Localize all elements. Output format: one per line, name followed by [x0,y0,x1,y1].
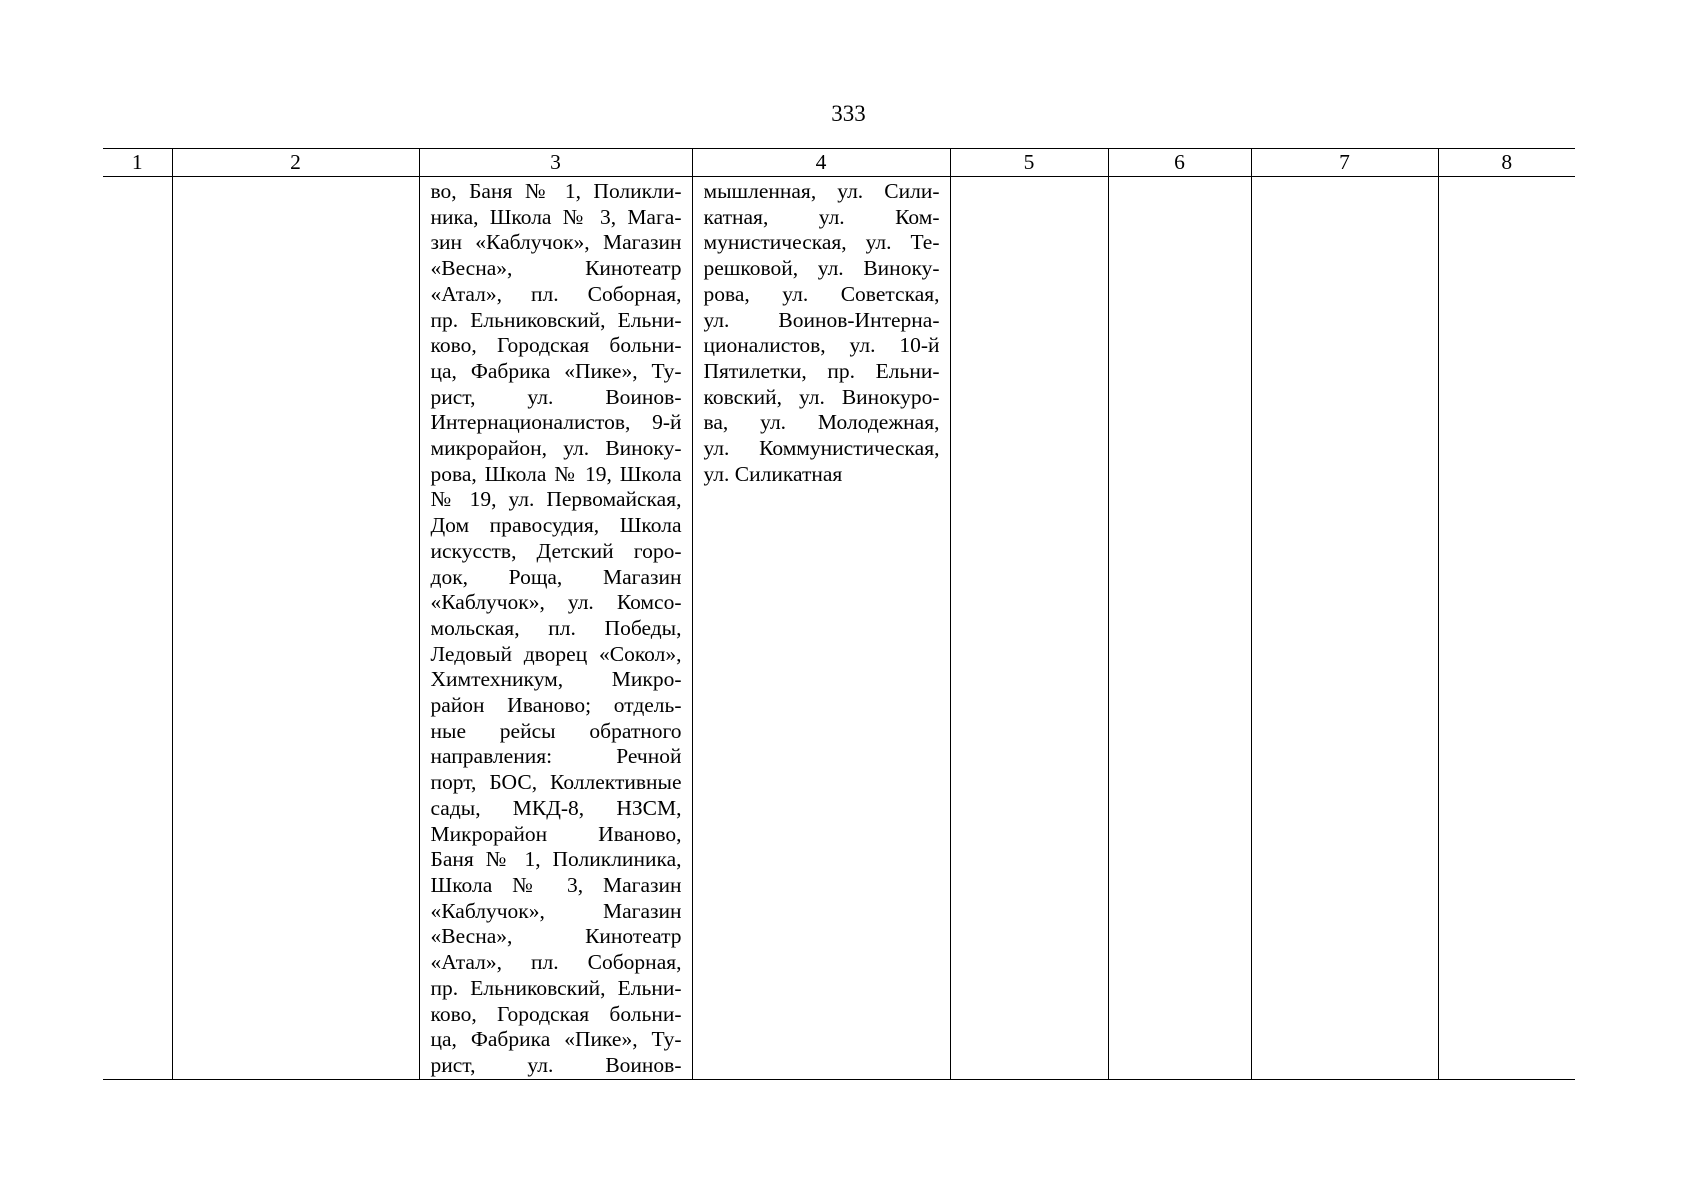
text-line: сады, МКД-8, НЗСМ, [430,795,682,820]
text-line: Школа № 3, Магазин [430,872,682,897]
text-line: рова, ул. Советская, [703,281,940,306]
column-header: 8 [1438,149,1575,177]
text-line: «Каблучок», Магазин [430,898,682,923]
cell-col3 [419,177,692,1080]
text-line: Химтехникум, Микро- [430,667,682,692]
text-line: Интернационалистов, 9-й [430,410,682,435]
text-line: «Каблучок», ул. Комсо- [430,590,682,615]
text-line: ционалистов, ул. 10-й [703,333,940,358]
text-line: во, Баня № 1, Поликли- [430,179,682,203]
text-line: Ледовый дворец «Сокол», [430,641,682,666]
text-line: рова, Школа № 19, Школа [430,461,682,486]
text-line: район Иваново; отдель- [430,693,682,718]
text-line: Пятилетки, пр. Ельни- [703,358,940,383]
text-line: ковский, ул. Винокуро- [703,384,940,409]
page-number: 333 [831,101,866,126]
text-line: ника, Школа № 3, Мага- [430,204,682,229]
text-line: ково, Городская больни- [430,333,682,358]
cell-col5 [950,177,1108,1080]
text-line: «Весна», Кинотеатр [430,924,682,949]
text-line: № 19, ул. Первомайская, [430,487,682,512]
text-line: пр. Ельниковский, Ельни- [430,307,682,332]
text-line: ца, Фабрика «Пике», Ту- [430,1027,682,1052]
text-line: ул. Силикатная [703,461,843,486]
text-line: ные рейсы обратного [430,718,682,743]
text-line: мышленная, ул. Сили- [703,179,940,203]
text-line: искусств, Детский горо- [430,538,682,563]
text-line: зин «Каблучок», Магазин [430,230,682,255]
cell-col6 [1108,177,1251,1080]
column-header: 1 [103,149,172,177]
text-line: ва, ул. Молодежная, [703,410,940,435]
text-line: ул. Воинов-Интерна- [703,307,940,332]
text-line: мунистическая, ул. Те- [703,230,940,255]
text-line: Микрорайон Иваново, [430,821,682,846]
text-line: направления: Речной [430,744,682,769]
text-line: рист, ул. Воинов- [430,1052,682,1077]
text-line: Баня № 1, Поликлиника, [430,847,682,872]
text-line: пр. Ельниковский, Ельни- [430,975,682,1000]
text-line: решковой, ул. Виноку- [703,256,940,281]
column-header: 7 [1251,149,1438,177]
text-line: порт, БОС, Коллективные [430,770,682,795]
text-line: «Весна», Кинотеатр [430,256,682,281]
cell-col7 [1251,177,1438,1080]
cell-col1 [103,177,172,1080]
column-header: 5 [950,149,1108,177]
column-header: 6 [1108,149,1251,177]
text-line: катная, ул. Ком- [703,204,940,229]
text-line: «Атал», пл. Соборная, [430,950,682,975]
text-line: «Атал», пл. Соборная, [430,281,682,306]
table-header-row [103,149,1575,177]
text-line: мольская, пл. Победы, [430,615,682,640]
column-header: 3 [419,149,692,177]
column-header: 4 [692,149,950,177]
text-line: ул. Коммунистическая, [703,436,940,461]
route-stops-text [420,177,692,1079]
text-line: рист, ул. Воинов- [430,384,682,409]
table-row [103,177,1575,1080]
text-line: ково, Городская больни- [430,1001,682,1026]
route-streets-text [693,177,950,487]
route-table [103,148,1575,1080]
text-line: микрорайон, ул. Виноку- [430,436,682,461]
text-line: Дом правосудия, Школа [430,513,682,538]
cell-col2 [172,177,419,1080]
text-line: ца, Фабрика «Пике», Ту- [430,358,682,383]
cell-col8 [1438,177,1575,1080]
text-line: док, Роща, Магазин [430,564,682,589]
column-header: 2 [172,149,419,177]
cell-col4 [692,177,950,1080]
